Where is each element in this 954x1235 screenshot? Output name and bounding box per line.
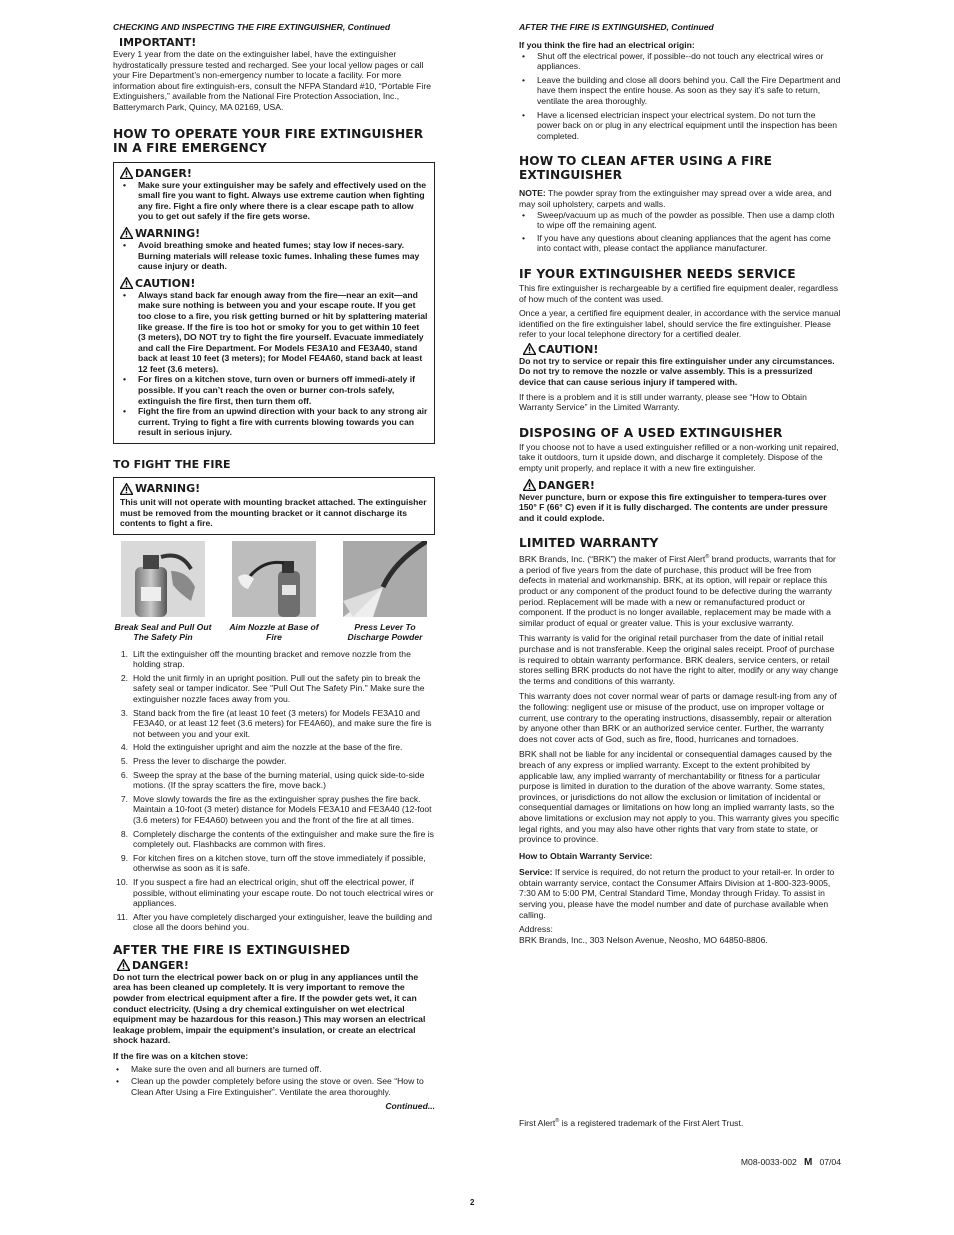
running-head-left: CHECKING AND INSPECTING THE FIRE EXTINGUISHER, Continued <box>113 22 391 32</box>
clean-heading: HOW TO CLEAN AFTER USING A FIRE EXTINGUISHER <box>519 154 773 183</box>
extinguisher-spray-image <box>343 541 427 617</box>
continued-label: Continued... <box>385 1101 435 1112</box>
clean-list <box>519 210 841 254</box>
photo-press-lever <box>335 541 435 643</box>
step-number: 11. <box>116 911 128 922</box>
list-item <box>113 649 435 670</box>
step-number: 5. <box>120 755 128 766</box>
service-paragraph-1: This fire extinguisher is rechargeable by a certified fire equipment dealer, regardless of how much of the content was used. <box>519 282 839 304</box>
electrical-list <box>519 51 841 142</box>
list-item: • Always stand back far enough away from the fire—near an exit—and make sure nothing is between you and your escape route. If you get too close to a fire, you risk getting burned or hit by splattering material like grease. If the fire is too hot or smoky for you to get within 10 feet (3 meters), DO NOT try to fight the fire yourself. Evacuate immediately and call the Fire Department. For Models FE3A10 and FE3A40, stand back at least 10 feet (3 meters); for Model FE4A60, stand back at least 12 feet (3.6 meters). <box>120 290 428 375</box>
page-number: 2 <box>470 1198 475 1207</box>
danger-label: DANGER! <box>135 166 192 180</box>
warning-triangle-icon <box>120 227 133 239</box>
after-danger-label: DANGER! <box>132 958 189 972</box>
obtain-warranty-label: How to Obtain Warranty Service: <box>519 850 653 861</box>
list-item: • Clean up the powder completely before using the stove or oven. See “How to Clean After Using a Fire Extinguisher”. Ventilate the area thoroughly. <box>113 1076 435 1097</box>
photo-caption: Break Seal and Pull Out The Safety Pin <box>114 621 212 643</box>
service-heading: IF YOUR EXTINGUISHER NEEDS SERVICE <box>519 266 796 281</box>
fight-warning-box <box>113 477 435 535</box>
warning-triangle-icon <box>120 483 133 495</box>
list-item: • Fight the fire from an upwind direction with your back to any strong air current. Trying to fight a fire with currents blowing towards you can result in serious injury. <box>120 406 428 438</box>
after-danger-text: Do not turn the electrical power back on or plug in any appliances until the area has been cleaned up completely. It is very important to remove the powder from electrical equipment after a fire. If the powder gets wet, it can conduct electricity. (Using a dry chemical extinguisher on wet electrical equipment may be hazardous for this reason.) This may worsen an electrical leakage problem, impair the equipment’s insulation, or create an electrical shock hazard. <box>113 971 426 1046</box>
warranty-paragraph-2: This warranty is valid for the original retail purchaser from the date of initial retail purchase and is not transferable. Keep the original sales receipt. Proof of purchase is required to obtain warranty performance. BRK dealers, service centers, or retail stores selling BRK products do not have the right to alter, modify or any way change the terms and conditions of this warranty. <box>519 633 839 686</box>
electrical-label: If you think the fire had an electrical origin: <box>519 40 695 50</box>
kitchen-label: If the fire was on a kitchen stove: <box>113 1051 249 1062</box>
list-item <box>113 756 435 767</box>
list-item <box>113 912 435 933</box>
warranty-paragraph-4: BRK shall not be liable for any incidental or consequential damages caused by the breach of any express or implied warranty. Except to the extent prohibited by applicable law, any implied warranty of merchantability or fitness for a particular purpose is limited in duration to the duration of the above warranty. Some states, provinces, or jurisdictions do not allow the exclusion or limitation of incidental or consequential damages or limitations on how long an implied warranty lasts, so the above limitations or exclusion may not apply to you. This warranty gives you specific legal rights, and you may also have other rights that vary from state to state, or province to province. <box>519 749 839 845</box>
dispose-danger-heading <box>519 479 841 492</box>
step-number: 8. <box>120 828 128 839</box>
step-number: 7. <box>120 793 128 804</box>
step-text: Sweep the spray at the base of the burning material, using quick side-to-side motions. (If the spray scatters the fire, move back.) <box>133 769 425 791</box>
list-item <box>113 829 435 850</box>
trademark-text: First Alert <box>519 1117 556 1128</box>
list-item: • For fires on a kitchen stove, turn oven or burners off immedi-ately if possible. If you can’t reach the oven or burner con-trols safely, extinguish the fire first, then turn them off. <box>120 374 428 406</box>
extinguisher-aim-image <box>232 541 316 617</box>
fight-warning-label: WARNING! <box>135 482 201 496</box>
fight-steps <box>113 649 435 933</box>
service-paragraph-3: If there is a problem and it is still under warranty, please see “How to Obtain Warranty Service” in the Limited Warranty. <box>519 391 807 413</box>
service-caution-label: CAUTION! <box>538 342 599 356</box>
step-number: 1. <box>120 648 128 659</box>
fight-heading: TO FIGHT THE FIRE <box>113 458 231 472</box>
step-number: 4. <box>120 742 128 753</box>
service-caution-heading <box>519 343 841 356</box>
list-item: • Make sure your extinguisher may be safely and effectively used on the small fire you want to fight. Always use extreme caution when fighting any fire. Fight a fire only where there is a clear escape path to allow you to get out safely if the fire gets worse. <box>120 180 428 222</box>
step-text: After you have completely discharged your extinguisher, leave the building and close all the doors behind you. <box>133 911 433 933</box>
instruction-photos <box>113 541 435 643</box>
important-heading: IMPORTANT! <box>119 36 197 49</box>
list-item <box>113 673 435 705</box>
service-label: Service: <box>519 867 553 878</box>
photo-caption: Aim Nozzle at Base of Fire <box>229 621 319 643</box>
danger-heading <box>120 167 428 180</box>
list-item <box>113 853 435 874</box>
after-danger-heading <box>113 959 435 972</box>
warning-triangle-icon <box>117 959 130 971</box>
danger-list <box>120 180 428 222</box>
step-text: Stand back from the fire (at least 10 feet (3 meters) for Models FE3A10 and FE3A40, or at least 12 feet (3.6 meters) for FE4A60), and make sure the fire is not between you and your exit. <box>133 707 432 739</box>
dispose-text: If you choose not to have a used extinguisher refilled or a non-working unit repaired, take it outdoors, turn it upside down, and discharge it completely. Dispose of the empty unit properly, and replace it with a new fire extinguisher. <box>519 441 839 474</box>
clean-note <box>519 188 841 209</box>
photo-aim-nozzle <box>224 541 324 643</box>
warning-list <box>120 240 428 272</box>
doc-date: 07/04 <box>819 1157 841 1167</box>
operate-heading: HOW TO OPERATE YOUR FIRE EXTINGUISHER IN A FIRE EMERGENCY <box>113 126 424 155</box>
dispose-heading: DISPOSING OF A USED EXTINGUISHER <box>519 425 783 440</box>
list-item: • Shut off the electrical power, if possible--do not touch any electrical wires or appliances. <box>519 51 841 72</box>
step-text: Completely discharge the contents of the extinguisher and make sure the fire is completely out. Flashbacks are common with fires. <box>133 828 434 850</box>
step-text: Hold the unit firmly in an upright position. Pull out the safety pin to break the safety seal or tamper indicator. See "Pull Out The Safety Pin." Make sure the extinguisher nozzle faces away from you. <box>133 672 425 704</box>
photo-pull-pin <box>113 541 213 643</box>
important-text: Every 1 year from the date on the extinguisher label, have the extinguisher hydrostatically pressure tested and recharged. See your local yellow pages or call your Fire Department’s non-emergency number to locate a facility. For more information about fire extinguish-ers, consult the NFPA Standard #10, “Portable Fire Extinguishers,” available from the National Fire Protection Association, Inc., Batterymarch Park, Quincy, MA 02169, USA. <box>113 49 431 112</box>
service-text: If service is required, do not return the product to your retail-er. In order to obtain warranty service, contact the Consumer Affairs Division at 1-800-323-9005, 7:30 AM to 5:00 PM, Central Standard Time, Monday through Friday. To assist in serving you, please have the model number and date of purchase available when calling. <box>519 867 835 920</box>
warning-label: WARNING! <box>135 226 201 240</box>
step-text: For kitchen fires on a kitchen stove, turn off the stove immediately if possible, otherwise as soon as it is safe. <box>133 852 426 874</box>
after-heading: AFTER THE FIRE IS EXTINGUISHED <box>113 942 351 957</box>
warranty-text: BRK Brands, Inc. (“BRK”) the maker of First Alert <box>519 554 706 565</box>
warning-heading <box>120 227 428 240</box>
important-heading-row <box>113 36 435 49</box>
list-item <box>113 742 435 753</box>
extinguisher-pull-pin-image <box>121 541 205 617</box>
left-column <box>113 22 435 1112</box>
dispose-danger-label: DANGER! <box>538 478 595 492</box>
step-number: 9. <box>120 852 128 863</box>
step-number: 6. <box>120 769 128 780</box>
address-text: BRK Brands, Inc., 303 Nelson Avenue, Neosho, MO 64850-8806. <box>519 934 768 945</box>
fight-warning-text: This unit will not operate with mounting bracket attached. The extinguisher must be removed from the mounting bracket or it cannot discharge its contents to fight a fire. <box>120 497 427 529</box>
trademark-line <box>519 1116 841 1128</box>
service-caution-text: Do not try to service or repair this fire extinguisher under any circumstances. Do not try to remove the nozzle or valve assembly. This is a pressurized device that can cause serious injury if tampered with. <box>519 355 835 388</box>
trademark-text: is a registered trademark of the First Alert Trust. <box>559 1117 744 1128</box>
warning-triangle-icon <box>523 343 536 355</box>
service-paragraph-2: Once a year, a certified fire equipment dealer, in accordance with the service manual identified on the fire extinguisher label, should service the fire extinguisher. Please refer to your local telephone directory for a certified dealer. <box>519 308 841 340</box>
warranty-heading: LIMITED WARRANTY <box>519 536 659 551</box>
step-text: Hold the extinguisher upright and aim the nozzle at the base of the fire. <box>133 742 403 753</box>
dispose-danger-text: Never puncture, burn or expose this fire extinguisher to tempera-tures over 150° F (66° C) even if it is fully discharged. The contents are under pressure and it could explode. <box>519 491 828 523</box>
document-code <box>519 1157 841 1169</box>
registered-mark: ® <box>705 554 710 561</box>
note-label: NOTE: <box>519 188 546 199</box>
warning-triangle-icon <box>120 277 133 289</box>
list-item: • If you have any questions about cleaning appliances that the agent has come into contact with, please contact the appliance manufacturer. <box>519 233 841 254</box>
step-number: 10. <box>116 876 128 887</box>
list-item <box>113 877 435 909</box>
list-item <box>113 794 435 826</box>
right-column <box>519 22 841 945</box>
photo-aim-nozzle-image <box>232 541 316 617</box>
hazard-box <box>113 162 435 444</box>
step-text: If you suspect a fire had an electrical origin, shut off the electrical power, if possible, without eliminating your escape route. Do not touch electrical wires or appliances. <box>133 876 434 909</box>
list-item: • Make sure the oven and all burners are turned off. <box>113 1064 435 1075</box>
photo-caption: Press Lever To Discharge Powder <box>347 621 423 643</box>
photo-pull-pin-image <box>121 541 205 617</box>
warranty-paragraph-3: This warranty does not cover normal wear of parts or damage result-ing from any of the following: negligent use or misuse of the product, use on improper voltage or current, use contrary to the operating instructions, disassembly, repair or alteration by anyone other than BRK or an authorized service center. Further, the warranty does not cover acts of God, such as fire, flood, hurricanes and tornadoes. <box>519 691 837 744</box>
registered-mark: ® <box>555 1118 560 1124</box>
service-paragraph <box>519 867 841 920</box>
list-item: • Sweep/vacuum up as much of the powder as possible. Then use a damp cloth to wipe off the remaining agent. <box>519 210 841 231</box>
list-item <box>113 708 435 740</box>
step-text: Lift the extinguisher off the mounting bracket and remove nozzle from the holding strap. <box>133 648 411 670</box>
list-item: • Have a licensed electrician inspect your electrical system. Do not turn the power back on or plug in any electrical equipment until the inspection has been completed. <box>519 110 841 142</box>
step-text: Press the lever to discharge the powder. <box>133 755 287 766</box>
doc-code: M08-0033-002 <box>740 1157 797 1167</box>
step-number: 3. <box>120 707 128 718</box>
caution-heading <box>120 277 428 290</box>
address-label: Address: <box>519 924 553 935</box>
note-text: The powder spray from the extinguisher may spread over a wide area, and may soil upholstery, carpets and walls. <box>519 188 832 209</box>
fight-warning-heading <box>120 482 428 495</box>
list-item: • Leave the building and close all doors behind you. Call the Fire Department and have them inspect the entire house. As soon as they say it’s safe to return, ventilate the area thoroughly. <box>519 75 841 107</box>
step-text: Move slowly towards the fire as the extinguisher spray pushes the fire back. Maintain a 10-foot (3 meter) distance for Models FE3A10 and FE3A40 (12-foot (3.6 meters) for FE4A60) between you and the front of the fire at all times. <box>133 793 432 825</box>
photo-press-lever-image <box>343 541 427 617</box>
warning-triangle-icon <box>120 167 133 179</box>
caution-list <box>120 290 428 438</box>
kitchen-list <box>113 1064 435 1098</box>
caution-label: CAUTION! <box>135 276 196 290</box>
warranty-text: brand products, warrants that for a period of five years from the date of purchase, this product will be free from defects in material and workmanship. BRK, at its option, will repair or replace this product or any component of the product found to be defective during the warranty period. Replacement will be made with a new or remanufactured product or component. If the product is no longer available, replacement may be made with a similar product of equal or greater value. This is your exclusive warranty. <box>519 554 836 628</box>
list-item: • Avoid breathing smoke and heated fumes; stay low if neces-sary. Burning materials will release toxic fumes. Inhaling these fumes may cause injury or death. <box>120 240 428 272</box>
list-item <box>113 770 435 791</box>
step-number: 2. <box>120 672 128 683</box>
doc-revision: M <box>803 1157 813 1168</box>
warning-triangle-icon <box>523 479 536 491</box>
running-head-right: AFTER THE FIRE IS EXTINGUISHED, Continued <box>519 22 714 32</box>
warranty-paragraph-1 <box>519 552 841 628</box>
